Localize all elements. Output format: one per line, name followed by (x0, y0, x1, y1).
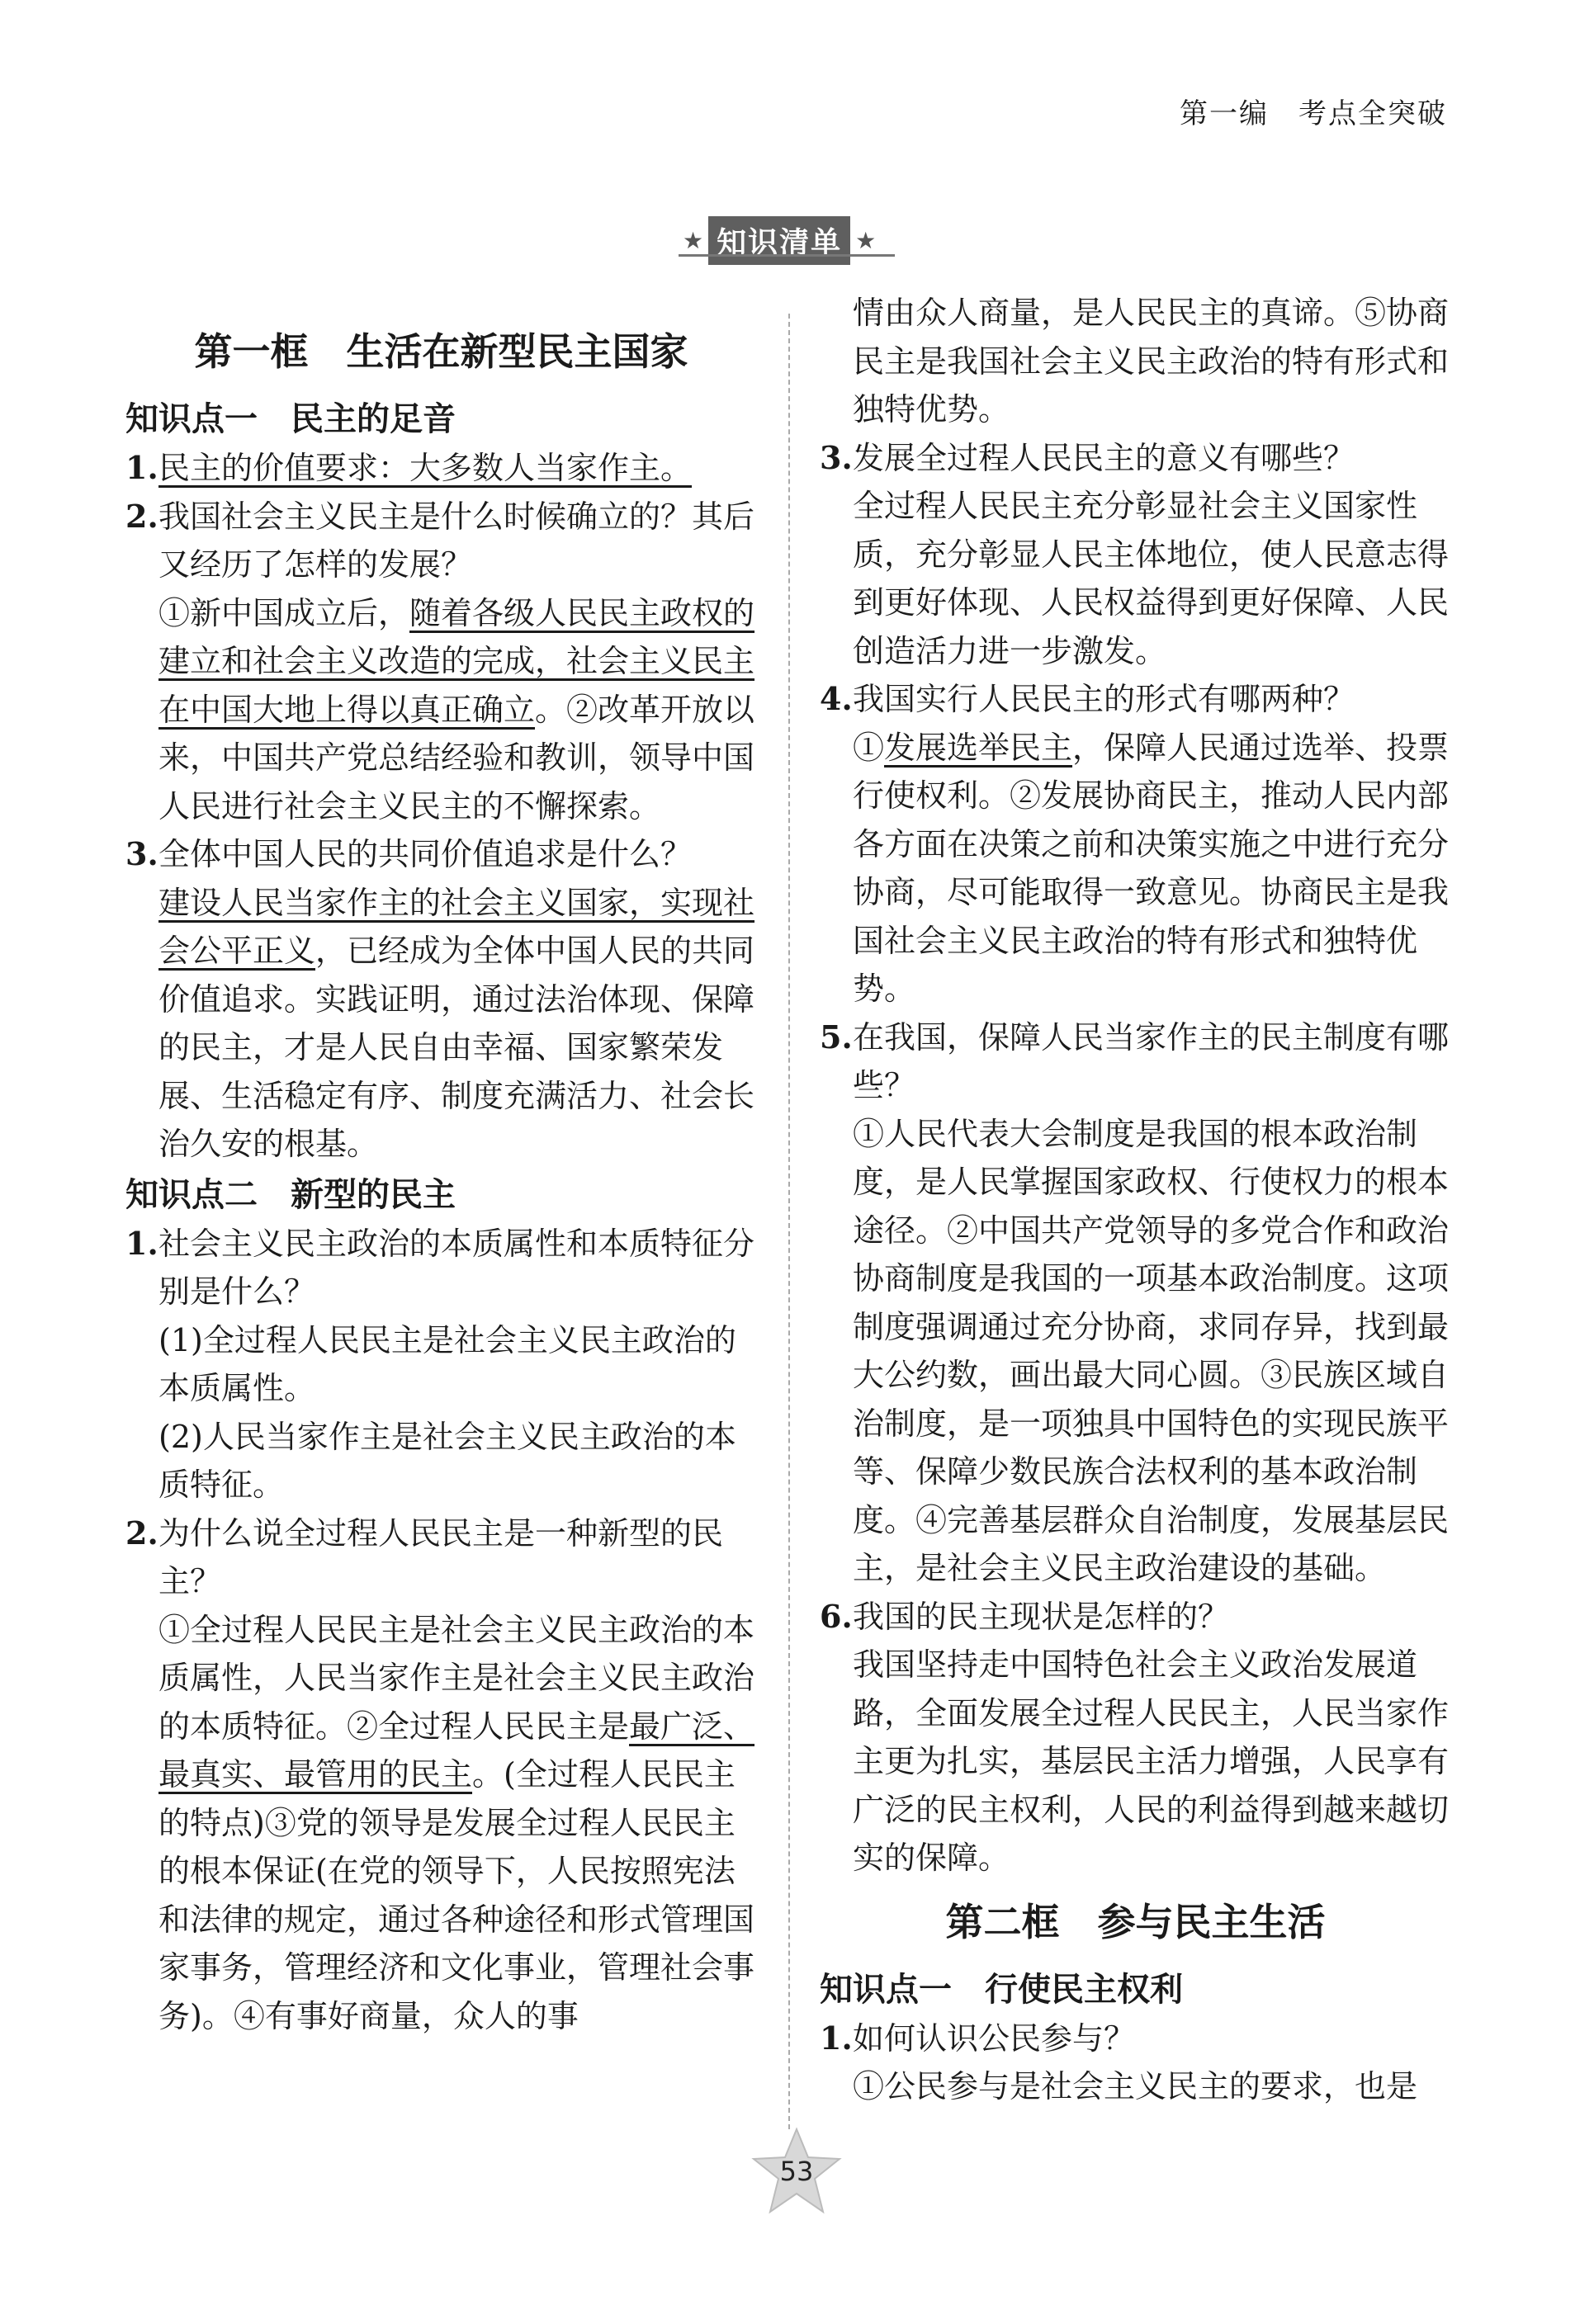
left-column (125, 312, 757, 2040)
answer-text: (2)人民当家作主是社会主义民主政治的本质特征。 (158, 1418, 736, 1503)
answer-text: (1)全过程人民民主是社会主义民主政治的本质属性。 (158, 1321, 736, 1406)
question-text: 发展全过程人民民主的意义有哪些？ (853, 439, 1355, 476)
frame-title: 第二框 参与民主生活 (945, 1899, 1326, 1944)
question-text: 我国实行人民民主的形式有哪两种？ (853, 681, 1355, 717)
answer-text: 建设人民当家作主的社会主义国家，实现社会公平正义，已经成为全体中国人民的共同价值追求。实践证明，通过法治体现、保障的民主，才是人民自由幸福、国家繁荣发展、生活稳定有序、制度充满活力、社会长治久安的根基。 (158, 884, 755, 1162)
question-item: 3.全体中国人民的共同价值追求是什么？ (125, 835, 693, 872)
knowledge-point-title: 知识点一 民主的足音 (125, 400, 456, 438)
question-text: 为什么说全过程人民民主是一种新型的民主？ (158, 1514, 724, 1599)
banner-underline (679, 254, 895, 257)
answer-text: 情由众人商量，是人民民主的真谛。⑤协商民主是我国社会主义民主政治的特有形式和独特优势。 (853, 295, 1450, 427)
frame-title: 第一框 生活在新型民主国家 (194, 329, 688, 374)
answer-text: 民主的价值要求：大多数人当家作主。 (158, 450, 693, 486)
question-text: 如何认识公民参与？ (853, 2019, 1136, 2057)
knowledge-point-title: 知识点二 新型的民主 (125, 1175, 456, 1214)
right-column (820, 289, 1451, 2111)
answer-text: ①全过程人民民主是社会主义民主政治的本质属性，人民当家作主是社会主义民主政治的本质特征。②全过程人民民主是最广泛、最真实、最管用的民主。(全过程人民民主的特点)③党的领导是发展全过程人民民主的根本保证(在党的领导下，人民按照宪法和法律的规定，通过各种途径和形式管理国家事务，管理经济和文化事业，管理社会事务)。④有事好商量，众人的事 (158, 1611, 755, 2034)
question-text: 社会主义民主政治的本质属性和本质特征分别是什么？ (158, 1225, 755, 1310)
answer-text: ①公民参与是社会主义民主的要求，也是 (853, 2068, 1418, 2104)
question-item: 1.如何认识公民参与？ (820, 2019, 1136, 2057)
question-item: 2.为什么说全过程人民民主是一种新型的民主？ (125, 1514, 724, 1599)
section-banner (683, 216, 876, 265)
page-number-badge (747, 2126, 846, 2217)
knowledge-point-title: 知识点一 行使民主权利 (820, 1970, 1183, 2009)
answer-text: 我国坚持走中国特色社会主义政治发展道路，全面发展全过程人民民主，人民当家作主更为扎实，基层民主活力增强，人民享有广泛的民主权利，人民的利益得到越来越切实的保障。 (853, 1646, 1450, 1876)
column-divider (788, 314, 790, 2129)
question-item: 4.我国实行人民民主的形式有哪两种？ (820, 680, 1355, 717)
answer-text: ①新中国成立后，随着各级人民民主政权的建立和社会主义改造的完成，社会主义民主在中国大地上得以真正确立。②改革开放以来，中国共产党总结经验和教训，领导中国人民进行社会主义民主的不懈探索。 (158, 594, 755, 824)
question-text: 我国的民主现状是怎样的？ (853, 1598, 1230, 1635)
banner-label: 知识清单 (708, 216, 850, 265)
question-text: 在我国，保障人民当家作主的民主制度有哪些？ (853, 1018, 1450, 1103)
answer-text: 全过程人民民主充分彰显社会主义国家性质，充分彰显人民主体地位，使人民意志得到更好体现、人民权益得到更好保障、人民创造活力进一步激发。 (853, 488, 1450, 669)
star-icon: ★ (683, 227, 704, 254)
question-text: 全体中国人民的共同价值追求是什么？ (158, 836, 693, 872)
running-head: 第一编 考点全突破 (1180, 97, 1447, 130)
question-text: 我国社会主义民主是什么时候确立的？其后又经历了怎样的发展？ (158, 498, 755, 583)
question-item: 3.发展全过程人民民主的意义有哪些？ (820, 438, 1355, 476)
question-item: 1.民主的价值要求：大多数人当家作主。 (125, 449, 693, 486)
page-number: 53 (779, 2156, 814, 2187)
question-item: 6.我国的民主现状是怎样的？ (820, 1597, 1230, 1635)
question-item: 1.社会主义民主政治的本质属性和本质特征分别是什么？ (125, 1224, 755, 1310)
answer-text: ①人民代表大会制度是我国的根本政治制度，是人民掌握国家政权、行使权力的根本途径。②中国共产党领导的多党合作和政治协商制度是我国的一项基本政治制度。这项制度强调通过充分协商，求同存异，找到最大公约数，画出最大同心圆。③民族区域自治制度，是一项独具中国特色的实现民族平等、保障少数民族合法权利的基本政治制度。④完善基层群众自治制度，发展基层民主，是社会主义民主政治建设的基础。 (853, 1115, 1450, 1586)
question-item: 2.我国社会主义民主是什么时候确立的？其后又经历了怎样的发展？ (125, 497, 755, 583)
question-item: 5.在我国，保障人民当家作主的民主制度有哪些？ (820, 1018, 1450, 1103)
star-icon: ★ (855, 227, 877, 254)
answer-text: ①发展选举民主，保障人民通过选举、投票行使权利。②发展协商民主，推动人民内部各方面在决策之前和决策实施之中进行充分协商，尽可能取得一致意见。协商民主是我国社会主义民主政治的特有形式和独特优势。 (853, 729, 1450, 1007)
